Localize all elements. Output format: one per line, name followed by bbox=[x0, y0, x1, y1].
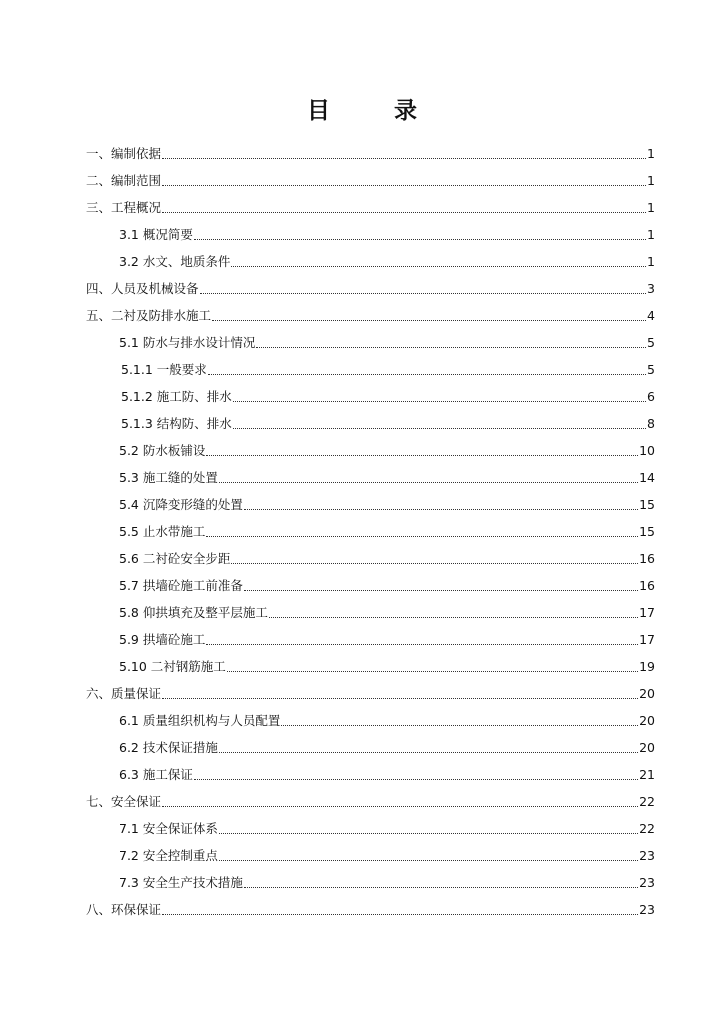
toc-entry-page-number: 20 bbox=[639, 685, 655, 701]
toc-entry-label: 八、环保保证 bbox=[86, 901, 162, 917]
toc-dot-leader bbox=[162, 698, 638, 699]
toc-entry[interactable] bbox=[0, 221, 724, 248]
toc-dot-leader bbox=[244, 887, 638, 888]
toc-entry-label: 5.3 施工缝的处置 bbox=[119, 469, 218, 485]
toc-entry-page-number: 16 bbox=[639, 550, 655, 566]
toc-entry-page-number: 10 bbox=[639, 442, 655, 458]
toc-entry-label: 六、质量保证 bbox=[86, 685, 162, 701]
toc-entry-label: 3.2 水文、地质条件 bbox=[119, 253, 231, 269]
toc-entry-page-number: 17 bbox=[639, 604, 655, 620]
toc-dot-leader bbox=[162, 914, 638, 915]
toc-dot-leader bbox=[208, 374, 646, 375]
toc-dot-leader bbox=[194, 779, 638, 780]
toc-entry-label: 5.1.1 一般要求 bbox=[121, 361, 207, 377]
toc-entry-label: 5.7 拱墙砼施工前准备 bbox=[119, 577, 243, 593]
toc-entry-label: 二、编制范围 bbox=[86, 172, 162, 188]
toc-dot-leader bbox=[219, 752, 638, 753]
toc-dot-leader bbox=[194, 239, 646, 240]
toc-entry-page-number: 1 bbox=[647, 199, 655, 215]
toc-entry[interactable] bbox=[0, 842, 724, 869]
toc-entry[interactable] bbox=[0, 518, 724, 545]
toc-dot-leader bbox=[231, 266, 646, 267]
toc-entry[interactable] bbox=[0, 248, 724, 275]
toc-entry-label: 5.9 拱墙砼施工 bbox=[119, 631, 206, 647]
toc-entry-page-number: 8 bbox=[647, 415, 655, 431]
toc-entry[interactable] bbox=[0, 707, 724, 734]
toc-entry[interactable] bbox=[0, 194, 724, 221]
toc-entry-page-number: 22 bbox=[639, 820, 655, 836]
toc-dot-leader bbox=[233, 428, 646, 429]
toc-entry-page-number: 1 bbox=[647, 172, 655, 188]
toc-entry-page-number: 20 bbox=[639, 739, 655, 755]
toc-entry-page-number: 23 bbox=[639, 874, 655, 890]
toc-entry-label: 三、工程概况 bbox=[86, 199, 162, 215]
toc-dot-leader bbox=[227, 671, 638, 672]
toc-entry-page-number: 3 bbox=[647, 280, 655, 296]
toc-entry-page-number: 15 bbox=[639, 523, 655, 539]
toc-entry-label: 5.8 仰拱填充及整平层施工 bbox=[119, 604, 268, 620]
toc-entry[interactable] bbox=[0, 464, 724, 491]
toc-entry-page-number: 1 bbox=[647, 145, 655, 161]
toc-entry-label: 7.3 安全生产技术措施 bbox=[119, 874, 243, 890]
toc-entry-label: 5.1.2 施工防、排水 bbox=[121, 388, 232, 404]
toc-entry-page-number: 22 bbox=[639, 793, 655, 809]
toc-entry[interactable] bbox=[0, 869, 724, 896]
toc-entry[interactable] bbox=[0, 626, 724, 653]
toc-entry[interactable] bbox=[0, 788, 724, 815]
toc-entry-page-number: 16 bbox=[639, 577, 655, 593]
toc-entry-label: 3.1 概况简要 bbox=[119, 226, 193, 242]
toc-entry[interactable] bbox=[0, 545, 724, 572]
toc-entry-label: 6.2 技术保证措施 bbox=[119, 739, 218, 755]
toc-entry-page-number: 23 bbox=[639, 901, 655, 917]
table-of-contents bbox=[0, 140, 724, 923]
toc-dot-leader bbox=[269, 617, 638, 618]
toc-dot-leader bbox=[162, 806, 638, 807]
toc-entry-label: 5.10 二衬钢筋施工 bbox=[119, 658, 226, 674]
toc-entry-page-number: 19 bbox=[639, 658, 655, 674]
toc-entry[interactable] bbox=[0, 410, 724, 437]
toc-entry[interactable] bbox=[0, 329, 724, 356]
toc-dot-leader bbox=[219, 482, 638, 483]
toc-dot-leader bbox=[256, 347, 646, 348]
toc-entry-label: 6.1 质量组织机构与人员配置 bbox=[119, 712, 281, 728]
toc-dot-leader bbox=[281, 725, 638, 726]
toc-dot-leader bbox=[244, 509, 638, 510]
toc-entry-page-number: 5 bbox=[647, 334, 655, 350]
toc-entry-label: 5.1 防水与排水设计情况 bbox=[119, 334, 256, 350]
toc-dot-leader bbox=[200, 293, 647, 294]
toc-entry[interactable] bbox=[0, 572, 724, 599]
toc-entry-label: 6.3 施工保证 bbox=[119, 766, 193, 782]
toc-entry[interactable] bbox=[0, 680, 724, 707]
toc-entry[interactable] bbox=[0, 491, 724, 518]
toc-entry[interactable] bbox=[0, 356, 724, 383]
toc-entry-page-number: 5 bbox=[647, 361, 655, 377]
toc-entry-page-number: 20 bbox=[639, 712, 655, 728]
toc-entry-page-number: 15 bbox=[639, 496, 655, 512]
toc-dot-leader bbox=[244, 590, 638, 591]
toc-entry-label: 7.2 安全控制重点 bbox=[119, 847, 218, 863]
toc-entry-page-number: 17 bbox=[639, 631, 655, 647]
toc-entry[interactable] bbox=[0, 275, 724, 302]
toc-dot-leader bbox=[233, 401, 646, 402]
toc-entry-page-number: 14 bbox=[639, 469, 655, 485]
toc-entry-label: 七、安全保证 bbox=[86, 793, 162, 809]
toc-entry[interactable] bbox=[0, 302, 724, 329]
toc-entry[interactable] bbox=[0, 599, 724, 626]
toc-entry-label: 7.1 安全保证体系 bbox=[119, 820, 218, 836]
page-title: 目 录 bbox=[306, 98, 445, 124]
toc-entry-page-number: 4 bbox=[647, 307, 655, 323]
toc-entry-page-number: 6 bbox=[647, 388, 655, 404]
toc-entry-label: 四、人员及机械设备 bbox=[86, 280, 199, 296]
toc-entry[interactable] bbox=[0, 734, 724, 761]
toc-dot-leader bbox=[219, 860, 638, 861]
toc-dot-leader bbox=[162, 212, 646, 213]
toc-entry-label: 5.1.3 结构防、排水 bbox=[121, 415, 232, 431]
toc-entry-page-number: 23 bbox=[639, 847, 655, 863]
toc-entry[interactable] bbox=[0, 167, 724, 194]
toc-entry-label: 5.4 沉降变形缝的处置 bbox=[119, 496, 243, 512]
toc-entry-label: 5.6 二衬砼安全步距 bbox=[119, 550, 231, 566]
toc-dot-leader bbox=[206, 536, 638, 537]
toc-entry-label: 一、编制依据 bbox=[86, 145, 162, 161]
toc-entry[interactable] bbox=[0, 653, 724, 680]
toc-dot-leader bbox=[206, 644, 638, 645]
toc-entry-page-number: 1 bbox=[647, 226, 655, 242]
toc-entry-page-number: 1 bbox=[647, 253, 655, 269]
toc-dot-leader bbox=[206, 455, 638, 456]
toc-dot-leader bbox=[231, 563, 638, 564]
toc-dot-leader bbox=[212, 320, 646, 321]
toc-entry-page-number: 21 bbox=[639, 766, 655, 782]
toc-entry[interactable] bbox=[0, 140, 724, 167]
toc-entry[interactable] bbox=[0, 815, 724, 842]
toc-entry-label: 5.2 防水板铺设 bbox=[119, 442, 206, 458]
toc-entry[interactable] bbox=[0, 437, 724, 464]
toc-entry[interactable] bbox=[0, 896, 724, 923]
toc-entry-label: 5.5 止水带施工 bbox=[119, 523, 206, 539]
toc-entry-label: 五、二衬及防排水施工 bbox=[86, 307, 212, 323]
toc-entry[interactable] bbox=[0, 761, 724, 788]
toc-entry[interactable] bbox=[0, 383, 724, 410]
toc-dot-leader bbox=[162, 158, 646, 159]
toc-dot-leader bbox=[219, 833, 638, 834]
toc-dot-leader bbox=[162, 185, 646, 186]
